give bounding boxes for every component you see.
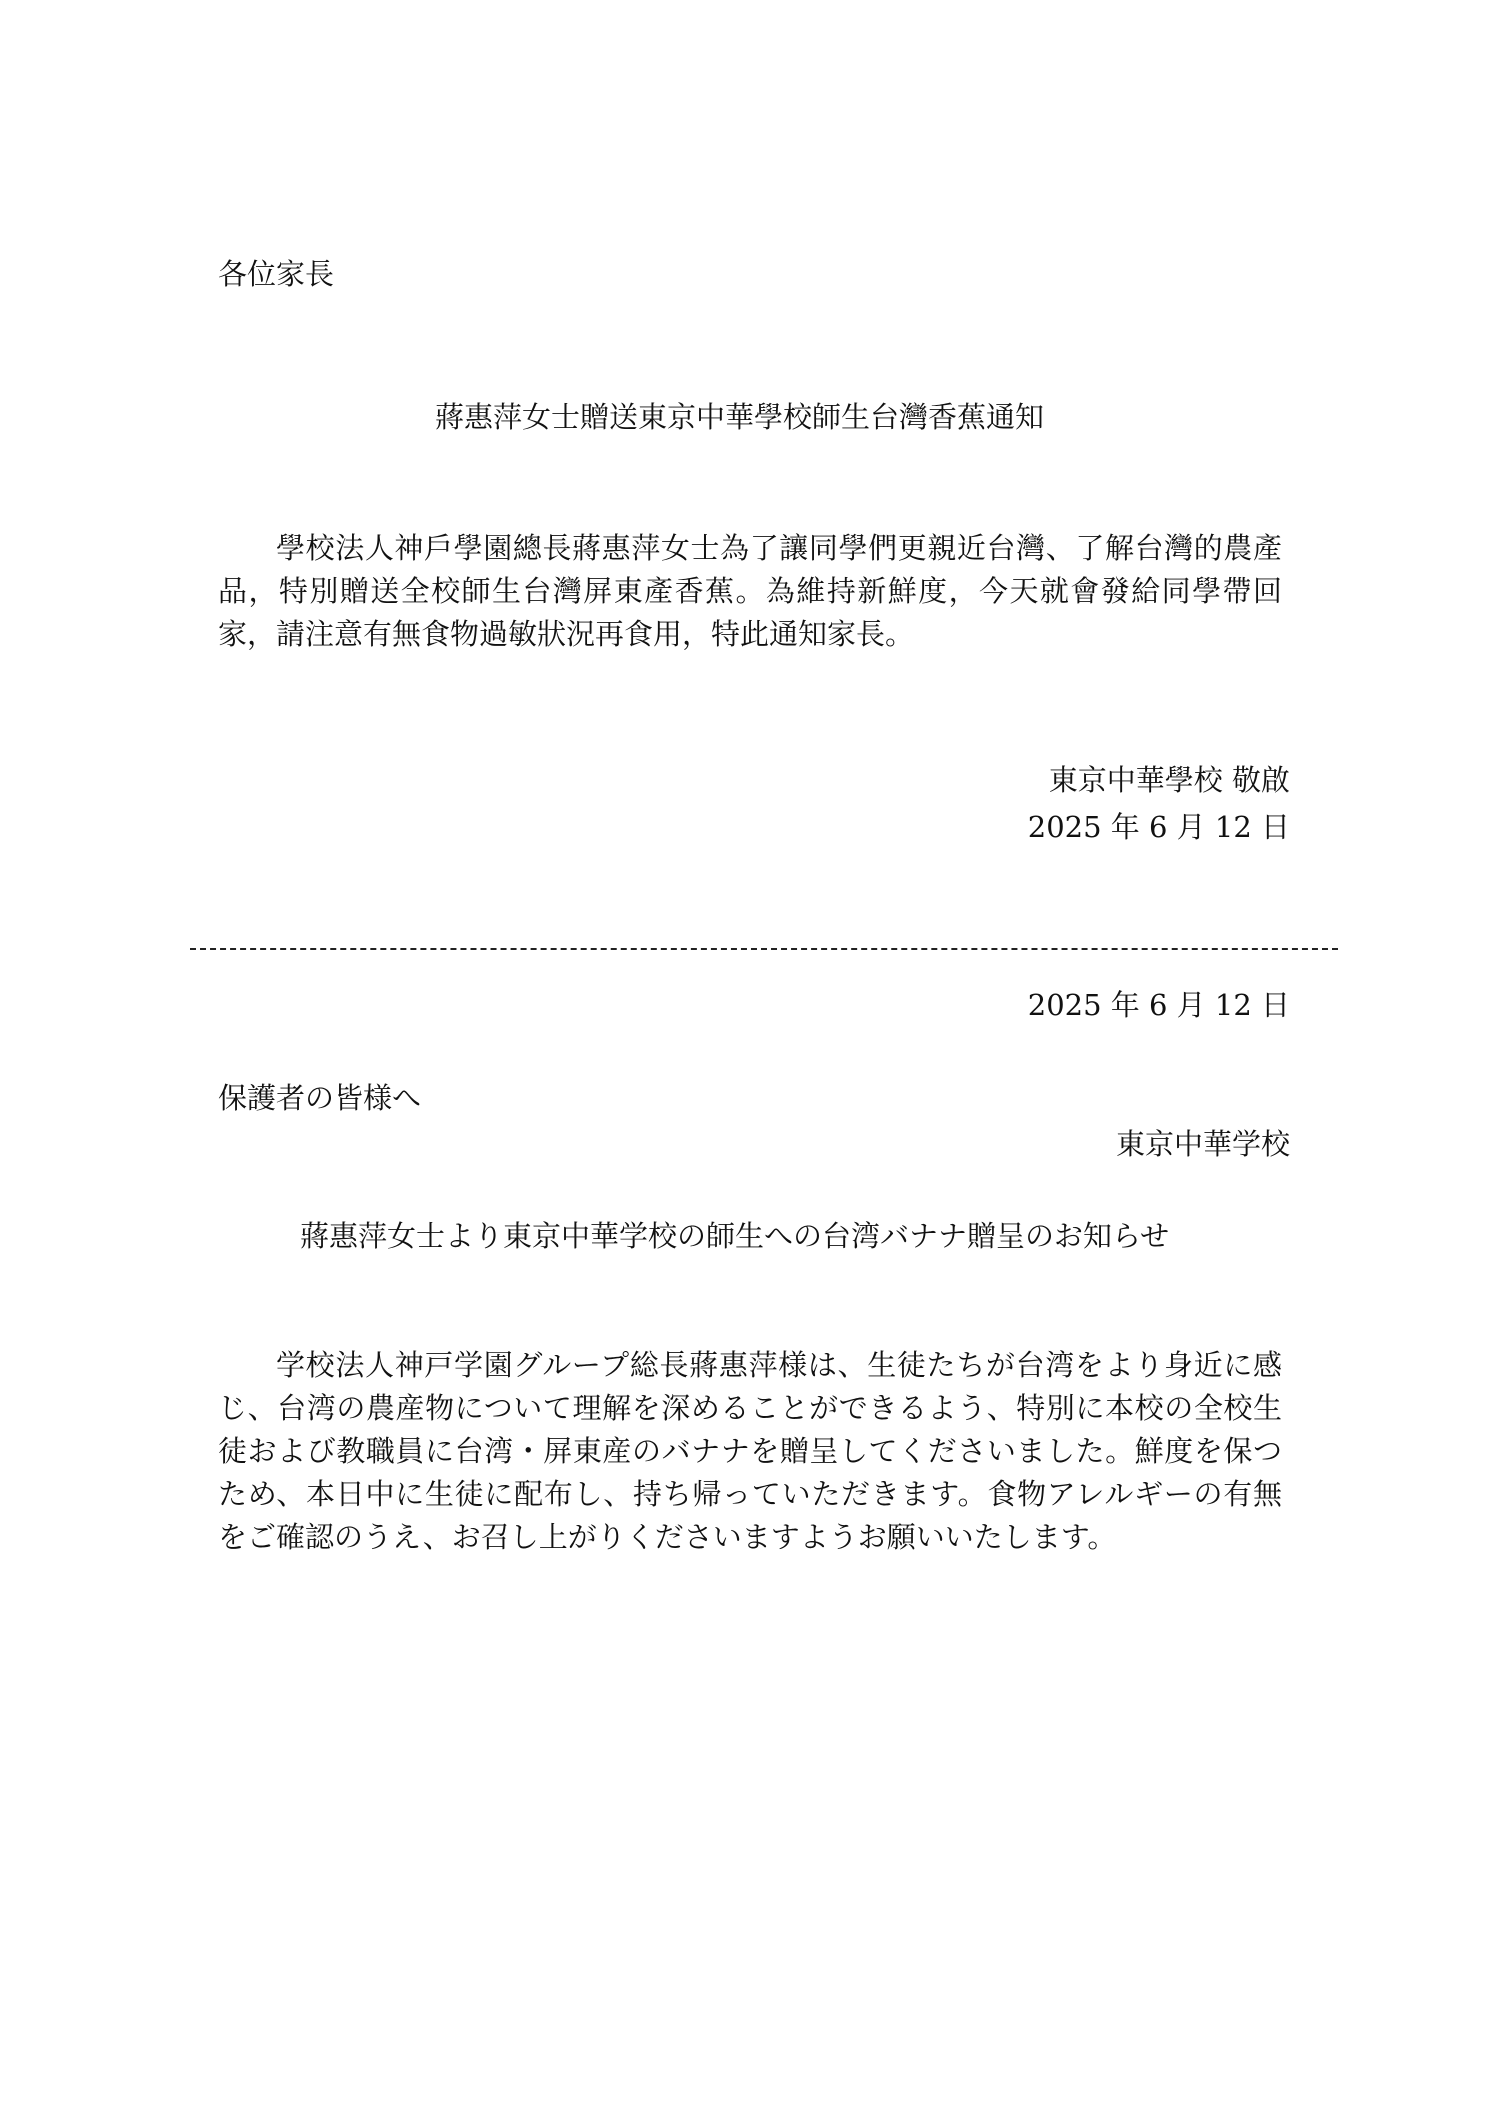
- japanese-sender: 東京中華学校: [1115, 1127, 1290, 1161]
- chinese-body-text: 學校法人神戶學園總長蔣惠萍女士為了讓同學們更親近台灣、了解台灣的農產品，特別贈送全校師生台灣屏東產香蕉。為維持新鮮度，今天就會發給同學帶回家，請注意有無食物過敏狀況再食用，特此通知家長。: [218, 531, 1282, 651]
- chinese-signature: 東京中華學校 敬啟: [1048, 763, 1290, 797]
- chinese-body: [218, 527, 1282, 656]
- japanese-body-text: 学校法人神戸学園グループ総長蔣惠萍様は、生徒たちが台湾をより身近に感じ、台湾の農産物について理解を深めることができるよう、特別に本校の全校生徒および教職員に台湾・屏東産のバナナを贈呈してくださいました。鮮度を保つため、本日中に生徒に配布し、持ち帰っていただきます。食物アレルギーの有無をご確認のうえ、お召し上がりくださいますようお願いいたします。: [218, 1348, 1282, 1554]
- chinese-date: 2025 年 6 月 12 日: [1027, 810, 1290, 844]
- chinese-title: 蔣惠萍女士贈送東京中華學校師生台灣香蕉通知: [435, 400, 1045, 434]
- japanese-body: [218, 1344, 1282, 1559]
- japanese-title: 蔣惠萍女士より東京中華学校の師生への台湾バナナ贈呈のお知らせ: [300, 1219, 1170, 1253]
- japanese-date: 2025 年 6 月 12 日: [1027, 988, 1290, 1022]
- japanese-salutation: 保護者の皆様へ: [218, 1081, 422, 1115]
- cut-line-divider: [190, 948, 1338, 950]
- chinese-salutation: 各位家長: [218, 257, 335, 291]
